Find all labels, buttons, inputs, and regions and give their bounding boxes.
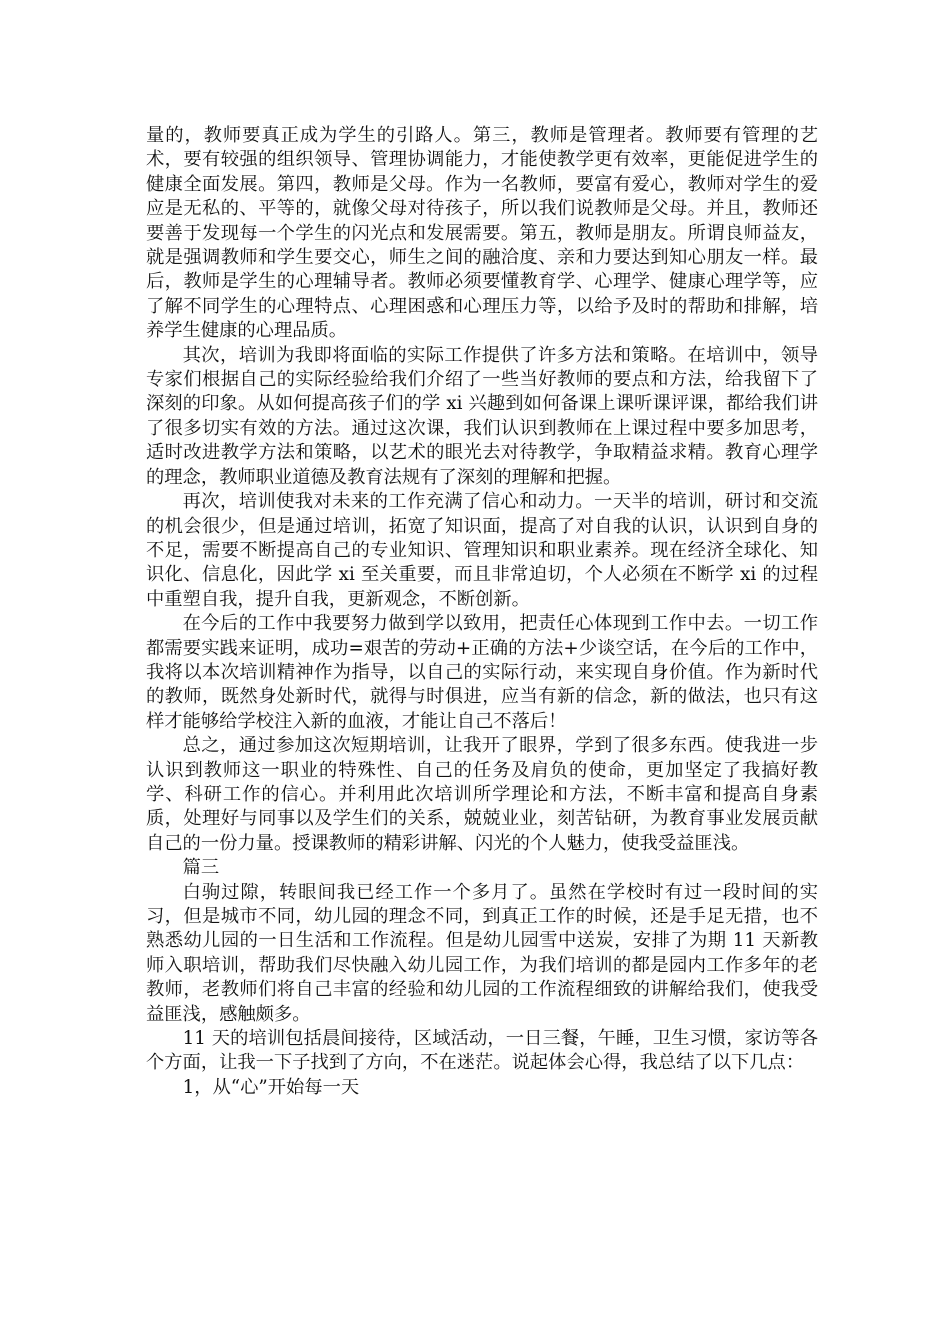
paragraph-training-contents: 11 天的培训包括晨间接待，区域活动，一日三餐，午睡，卫生习惯，家访等各个方面，让我一下子找到了方向，不在迷茫。说起体会心得，我总结了以下几点： (146, 1028, 818, 1074)
paragraph-methods-strategies: 其次，培训为我即将面临的实际工作提供了许多方法和策略。在培训中，领导专家们根据自己的实际经验给我们介绍了一些当好教师的要点和方法，给我留下了深刻的印象。从如何提高孩子们的学 xi 兴趣到如何备课上课听课评课，都给我们讲了很多切实有效的方法。通过这次课，我们认识到教师在上课过程中要多加思考，适时改进教学方法和策略，以艺术的眼光去对待教学，争取精益求精。教育心理学的理念，教师职业道德及教育法规有了深刻的理解和把握。 (146, 344, 818, 488)
paragraph-new-teacher-training: 白驹过隙，转眼间我已经工作一个多月了。虽然在学校时有过一段时间的实习，但是城市不同，幼儿园的理念不同，到真正工作的时候，还是手足无措，也不熟悉幼儿园的一日生活和工作流程。但是幼儿园雪中送炭，安排了为期 11 天新教师入职培训，帮助我们尽快融入幼儿园工作，为我们培训的都是园内工作多年的老教师，老教师们将自己丰富的经验和幼儿园的工作流程细致的讲解给我们，使我受益匪浅，感触颇多。 (146, 881, 818, 1025)
paragraph-teacher-roles: 量的，教师要真正成为学生的引路人。第三，教师是管理者。教师要有管理的艺术，要有较强的组织领导、管理协调能力，才能使教学更有效率，更能促进学生的健康全面发展。第四，教师是父母。作为一名教师，要富有爱心，教师对学生的爱应是无私的、平等的，就像父母对待孩子，所以我们说教师是父母。并且，教师还要善于发现每一个学生的闪光点和发展需要。第五，教师是朋友。所谓良师益友，就是强调教师和学生要交心，师生之间的融洽度、亲和力要达到知心朋友一样。最后，教师是学生的心理辅导者。教师必须要懂教育学、心理学、健康心理学等，应了解不同学生的心理特点、心理困惑和心理压力等，以给予及时的帮助和排解，培养学生健康的心理品质。 (146, 125, 818, 342)
paragraph-future-work: 在今后的工作中我要努力做到学以致用，把责任心体现到工作中去。一切工作都需要实践来证明，成功=艰苦的劳动+正确的方法+少谈空话，在今后的工作中，我将以本次培训精神作为指导，以自己的实际行动，来实现自身价值。作为新时代的教师，既然身处新时代，就得与时俱进，应当有新的信念，新的做法，也只有这样才能够给学校注入新的血液，才能让自己不落后！ (146, 613, 818, 732)
list-item-heading-1: 1，从“心”开始每一天 (182, 1076, 360, 1098)
paragraph-conclusion: 总之，通过参加这次短期培训，让我开了眼界，学到了很多东西。使我进一步认识到教师这一职业的特殊性、自己的任务及肩负的使命，更加坚定了我搞好教学、科研工作的信心。并利用此次培训所学理论和方法，不断丰富和提高自身素质，处理好与同事以及学生们的关系，兢兢业业，刻苦钻研，为教育事业发展贡献自己的一份力量。授课教师的精彩讲解、闪光的个人魅力，使我受益匪浅。 (146, 735, 818, 854)
document-page (146, 124, 818, 1100)
section-heading-part-three: 篇三 (182, 857, 220, 879)
paragraph-confidence-motivation: 再次，培训使我对未来的工作充满了信心和动力。一天半的培训，研讨和交流的机会很少，但是通过培训，拓宽了知识面，提高了对自我的认识，认识到自身的不足，需要不断提高自己的专业知识、管理知识和职业素养。现在经济全球化、知识化、信息化，因此学 xi 至关重要，而且非常迫切，个人必须在不断学 xi 的过程中重塑自我，提升自我，更新观念，不断创新。 (146, 491, 818, 610)
